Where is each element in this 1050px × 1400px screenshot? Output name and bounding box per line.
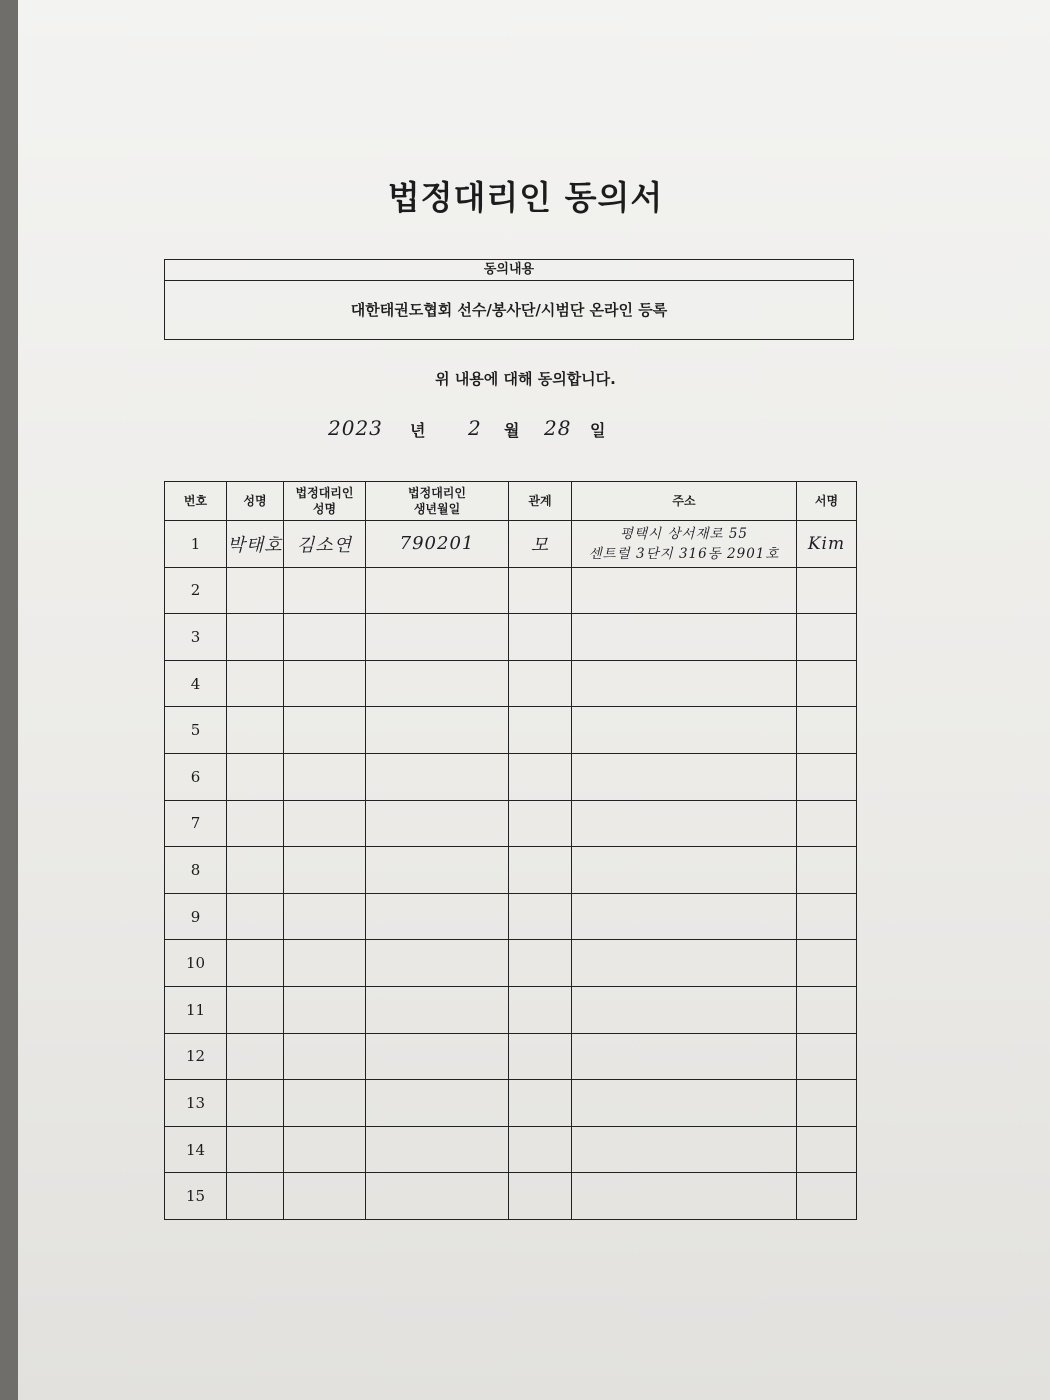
row-name (227, 986, 284, 1033)
row-signature (797, 660, 857, 707)
row-number: 9 (165, 893, 227, 940)
header-guardian-name (284, 482, 366, 521)
row-guardian-name (284, 893, 366, 940)
row-number: 6 (165, 753, 227, 800)
row-guardian-birth (366, 753, 509, 800)
table-row (165, 1173, 857, 1220)
row-guardian-name (284, 707, 366, 754)
handwritten-guardian: 김소연 (296, 534, 353, 556)
row-guardian-birth (366, 1126, 509, 1173)
handwritten-address-line1: 평택시 상서재로 55 (619, 525, 749, 542)
table-row (165, 986, 857, 1033)
row-address (572, 660, 797, 707)
row-number: 5 (165, 707, 227, 754)
date-day-label: 일 (590, 421, 606, 440)
row-name (227, 753, 284, 800)
row-address (572, 707, 797, 754)
row-address (572, 800, 797, 847)
table-row (165, 521, 857, 568)
row-signature (797, 614, 857, 661)
row-signature (797, 800, 857, 847)
row-number: 15 (165, 1173, 227, 1220)
row-name (227, 940, 284, 987)
table-row (165, 893, 857, 940)
consent-box (164, 259, 854, 340)
row-number: 12 (165, 1033, 227, 1080)
date-year: 2023 (328, 416, 383, 440)
row-address (572, 1173, 797, 1220)
table-row (165, 1033, 857, 1080)
row-name (227, 1033, 284, 1080)
row-guardian-birth (366, 893, 509, 940)
header-guardian-birth-line2: 생년월일 (413, 502, 461, 516)
row-address (572, 521, 797, 568)
row-name (227, 567, 284, 614)
row-signature (797, 1033, 857, 1080)
consent-text: 대한태권도협회 선수/봉사단/시범단 온라인 등록 (350, 301, 668, 319)
row-guardian-birth (366, 660, 509, 707)
row-number: 10 (165, 940, 227, 987)
row-number: 11 (165, 986, 227, 1033)
row-signature (797, 1173, 857, 1220)
row-guardian-name (284, 986, 366, 1033)
row-guardian-birth (366, 1033, 509, 1080)
row-guardian-name (284, 660, 366, 707)
row-guardian-name (284, 521, 366, 568)
row-guardian-name (284, 567, 366, 614)
row-address (572, 893, 797, 940)
row-guardian-birth (366, 1173, 509, 1220)
row-relation (509, 521, 572, 568)
row-address (572, 986, 797, 1033)
table-row (165, 800, 857, 847)
row-address (572, 847, 797, 894)
row-signature (797, 707, 857, 754)
row-relation (509, 1033, 572, 1080)
row-signature (797, 567, 857, 614)
header-guardian-birth (366, 482, 509, 521)
row-relation (509, 1173, 572, 1220)
header-guardian-name-line1: 법정대리인 (295, 486, 354, 500)
header-address: 주소 (572, 482, 797, 521)
row-guardian-birth (366, 847, 509, 894)
row-guardian-name (284, 847, 366, 894)
row-signature (797, 1126, 857, 1173)
row-relation (509, 893, 572, 940)
handwritten-relation: 모 (530, 534, 550, 556)
date-month: 2 (468, 416, 482, 440)
row-guardian-birth (366, 707, 509, 754)
row-guardian-name (284, 800, 366, 847)
table-row (165, 847, 857, 894)
row-number: 4 (165, 660, 227, 707)
row-relation (509, 800, 572, 847)
table-row (165, 1126, 857, 1173)
row-address (572, 614, 797, 661)
handwritten-address-line2: 센트럴 3단지 316동 2901호 (588, 545, 780, 562)
row-name (227, 800, 284, 847)
row-guardian-birth (366, 986, 509, 1033)
row-relation (509, 660, 572, 707)
header-relation: 관계 (509, 482, 572, 521)
row-number: 2 (165, 567, 227, 614)
row-number: 13 (165, 1080, 227, 1127)
row-number: 1 (165, 521, 227, 568)
header-guardian-name-line2: 성명 (312, 502, 337, 516)
table-row (165, 707, 857, 754)
consent-roster-table (164, 481, 857, 1220)
document-title: 법정대리인 동의서 (387, 178, 664, 217)
row-address (572, 1080, 797, 1127)
row-address (572, 567, 797, 614)
handwritten-birthdate: 790201 (399, 533, 475, 555)
row-guardian-name (284, 940, 366, 987)
row-signature (797, 847, 857, 894)
row-guardian-name (284, 1080, 366, 1127)
row-number: 14 (165, 1126, 227, 1173)
row-name (227, 893, 284, 940)
row-guardian-name (284, 1126, 366, 1173)
row-guardian-birth (366, 940, 509, 987)
row-name (227, 1173, 284, 1220)
date-year-label: 년 (410, 421, 426, 440)
table-header-row (165, 482, 857, 521)
row-address (572, 1126, 797, 1173)
row-relation (509, 614, 572, 661)
row-signature (797, 940, 857, 987)
row-relation (509, 986, 572, 1033)
table-row (165, 660, 857, 707)
row-signature (797, 986, 857, 1033)
row-relation (509, 567, 572, 614)
date-line (328, 418, 648, 448)
row-guardian-birth (366, 567, 509, 614)
row-number: 7 (165, 800, 227, 847)
table-row (165, 567, 857, 614)
header-guardian-birth-line1: 법정대리인 (408, 486, 466, 500)
row-guardian-name (284, 1173, 366, 1220)
row-relation (509, 847, 572, 894)
row-guardian-name (284, 1033, 366, 1080)
row-signature (797, 753, 857, 800)
row-signature (797, 1080, 857, 1127)
handwritten-name: 박태호 (227, 534, 283, 556)
table-row (165, 940, 857, 987)
paper-sheet (18, 0, 1050, 1400)
row-signature (797, 521, 857, 568)
row-address (572, 1033, 797, 1080)
row-guardian-birth (366, 521, 509, 568)
row-name (227, 1080, 284, 1127)
date-month-label: 월 (504, 421, 520, 440)
header-name: 성명 (227, 482, 284, 521)
row-name (227, 707, 284, 754)
header-signature: 서명 (797, 482, 857, 521)
consent-header: 동의내용 (165, 260, 853, 281)
table-row (165, 1080, 857, 1127)
row-guardian-birth (366, 800, 509, 847)
row-relation (509, 707, 572, 754)
date-day: 28 (544, 416, 572, 440)
table-row (165, 753, 857, 800)
row-guardian-name (284, 753, 366, 800)
row-relation (509, 940, 572, 987)
row-signature (797, 893, 857, 940)
handwritten-signature: Kim (807, 533, 846, 554)
row-name (227, 614, 284, 661)
row-address (572, 940, 797, 987)
row-guardian-birth (366, 614, 509, 661)
row-guardian-name (284, 614, 366, 661)
row-name (227, 1126, 284, 1173)
header-no: 번호 (165, 482, 227, 521)
row-number: 8 (165, 847, 227, 894)
table-row (165, 614, 857, 661)
row-address (572, 753, 797, 800)
row-guardian-birth (366, 1080, 509, 1127)
row-relation (509, 1080, 572, 1127)
row-name (227, 521, 284, 568)
row-relation (509, 1126, 572, 1173)
row-name (227, 660, 284, 707)
row-number: 3 (165, 614, 227, 661)
row-name (227, 847, 284, 894)
agreement-statement: 위 내용에 대해 동의합니다. (435, 370, 616, 388)
row-relation (509, 753, 572, 800)
